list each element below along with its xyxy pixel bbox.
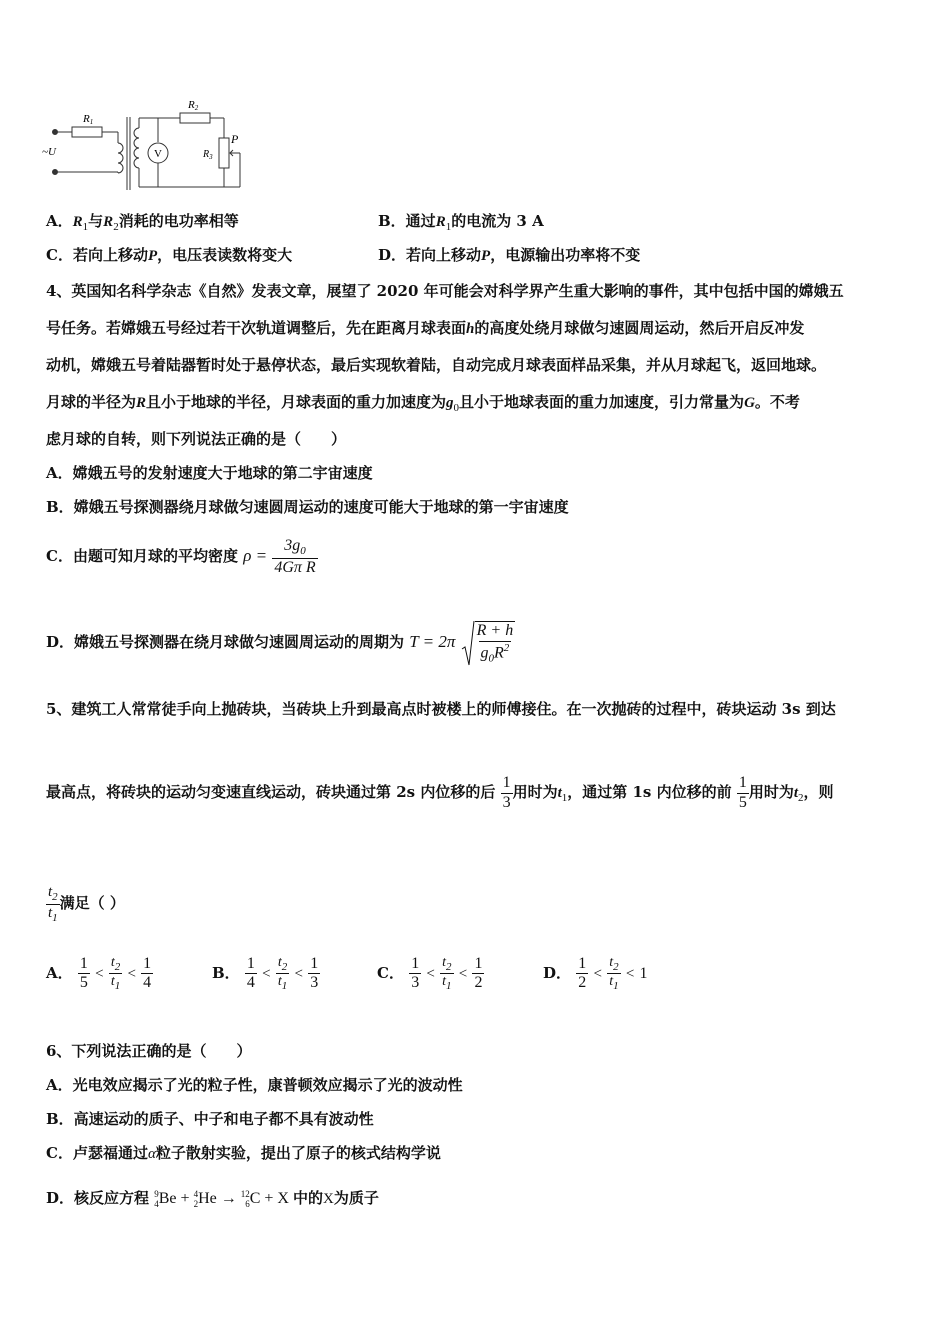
q6-option-a: A．光电效应揭示了光的粒子性，康普顿效应揭示了光的波动性 <box>46 1076 463 1094</box>
q5-option-a: A． $\frac{1}{5}$ < $\frac{t_2}{t_1}$ < $\frac{1}{4}$ <box>46 955 152 993</box>
q4-line-4: 月球的半径为R且小于地球的半径，月球表面的重力加速度为$g_0$且小于地球表面的重力加速度，引力常量为G。不考 <box>46 393 800 414</box>
source-label: ~U <box>42 146 56 158</box>
svg-text:R3: $R_3$ <box>203 149 213 161</box>
slider-label: P <box>231 132 239 146</box>
q4-option-d: D．嫦娥五号探测器在绕月球做匀速圆周运动的周期为 T = 2π $\frac{R + h}{g_0R^2}$ <box>46 615 515 669</box>
q4-option-a: A．嫦娥五号的发射速度大于地球的第二宇宙速度 <box>46 464 373 482</box>
q5-line-1: 5、建筑工人常常徒手向上抛砖块，当砖块上升到最高点时被楼上的师傅接住。在一次抛砖的过程中，砖块运动 3s 到达 <box>46 700 836 718</box>
q6-option-b: B．高速运动的质子、中子和电子都不具有波动性 <box>46 1110 374 1128</box>
q5-line-2: 最高点，将砖块的运动匀变速直线运动，砖块通过第 2s 内位移的后 $\frac{1}{3}$ 用时为$t_1$，通过第 1s 内位移的前 $\frac{1}{5}$ 用时为$t_2$，则 <box>46 774 834 811</box>
svg-text:R1: R1 <box>83 113 94 126</box>
q6-option-d: D．核反应方程 9 4 Be + 4 2 He → 12 6 C + X 中的X为质子 <box>46 1189 379 1210</box>
voltmeter-label: V <box>154 148 162 160</box>
q4-line-2: 号任务。若嫦娥五号经过若干次轨道调整后，先在距离月球表面h的高度处绕月球做匀速圆周运动，然后开启反冲发 <box>46 319 805 337</box>
q6-option-c: C．卢瑟福通过α粒子散射实验，提出了原子的核式结构学说 <box>46 1144 441 1162</box>
q3-option-b: B．通过$R_1$的电流为 3 A <box>378 212 544 233</box>
q5-option-d: D． $\frac{1}{2}$ < $\frac{t_2}{t_1}$ < 1 <box>543 955 648 993</box>
q4-option-c: C．由题可知月球的平均密度 ρ = $\frac{3g_0}{\text{4Gπ R}}$ <box>46 536 316 576</box>
q4-line-5: 虑月球的自转，则下列说法正确的是（ ） <box>46 430 347 448</box>
transformer-circuit-diagram <box>40 95 260 195</box>
q5-option-c: C． $\frac{1}{3}$ < $\frac{t_2}{t_1}$ < $\frac{1}{2}$ <box>377 955 483 993</box>
q3-option-d: D．若向上移动P，电源输出功率将不变 <box>378 246 641 264</box>
svg-text:R2: R2 <box>188 99 199 112</box>
q4-line-1: 4、英国知名科学杂志《自然》发表文章，展望了 2020 年可能会对科学界产生重大影响的事件，其中包括中国的嫦娥五 <box>46 282 844 300</box>
q3-option-c: C．若向上移动P，电压表读数将变大 <box>46 246 293 264</box>
q6-line-1: 6、下列说法正确的是（ ） <box>46 1042 252 1060</box>
sqrt-sign <box>461 619 475 667</box>
q5-line-3: $\frac{t_2}{t_1}$ 满足（ ） <box>48 883 125 924</box>
q4-option-b: B．嫦娥五号探测器绕月球做匀速圆周运动的速度可能大于地球的第一宇宙速度 <box>46 498 569 516</box>
q3-option-a: A．$R_1$与$R_2$消耗的电功率相等 <box>46 212 239 233</box>
q4-line-3: 动机，嫦娥五号着陆器暂时处于悬停状态，最后实现软着陆，自动完成月球表面样品采集，并从月球起飞，返回地球。 <box>46 356 827 374</box>
q5-option-b: B． $\frac{1}{4}$ < $\frac{t_2}{t_1}$ < $\frac{1}{3}$ <box>212 955 319 993</box>
